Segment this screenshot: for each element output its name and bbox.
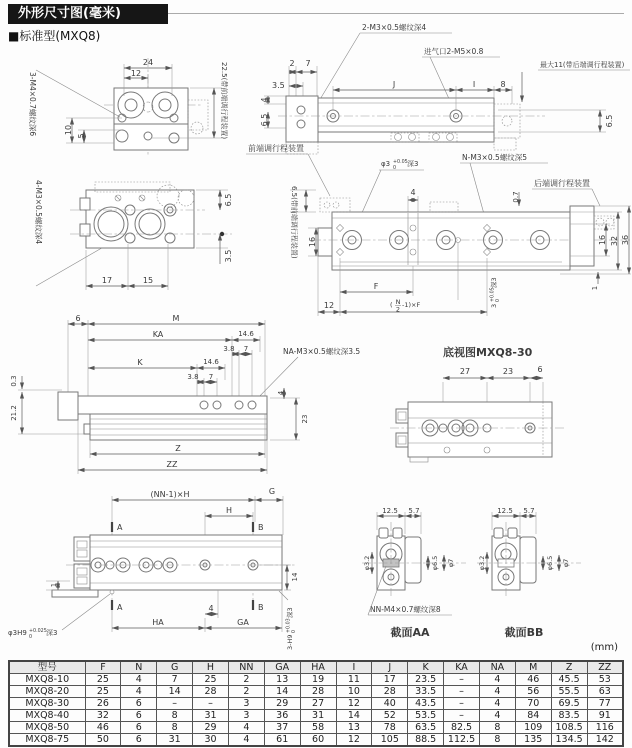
dim-label: 3.5 [272,81,285,90]
value-cell: 53.5 [408,710,444,722]
hole-depth: 深3 [46,629,58,637]
value-cell: 50 [85,734,121,747]
side-tol-sup: +0.03 [286,618,292,633]
value-cell: 61 [264,734,300,747]
value-cell: 3 [228,698,264,710]
pin-depth: 深3 [490,277,498,288]
side-depth: 深3 [286,607,294,618]
value-cell: 25 [193,674,229,686]
value-cell: 46 [85,722,121,734]
note-right: 6.5(带前端调行程装置) [290,186,298,259]
dim-label: 15 [142,276,154,285]
dim-label: φ3.2 [478,555,486,571]
value-cell: 82.5 [444,722,480,734]
value-cell: 27 [300,698,336,710]
dim-label: 1 [50,582,58,588]
hole-depth: 深3 [407,160,419,168]
value-cell: 37 [264,722,300,734]
value-cell: – [444,686,480,698]
value-cell: 25 [85,674,121,686]
thread-callout: 2-M3×0.5螺纹深4 [362,23,427,32]
dim-label: φ3.2 [363,555,371,571]
col-header: HA [300,661,336,674]
value-cell: 83.5 [551,710,587,722]
value-cell: 6 [121,710,157,722]
value-cell: 70 [515,698,551,710]
rear-adjuster-label: 后端调行程装置 [534,179,590,188]
col-header: KA [444,661,480,674]
value-cell: – [444,674,480,686]
value-cell: 46 [515,674,551,686]
value-cell: 14 [157,686,193,698]
value-cell: 8 [479,734,515,747]
value-cell: 31 [193,710,229,722]
value-cell: 31 [157,734,193,747]
value-cell: 14 [264,686,300,698]
value-cell: 69.5 [551,698,587,710]
model-cell: MXQ8-20 [9,686,85,698]
dim-label: 10 [64,124,73,136]
dim-label: 5.7 [523,507,535,515]
col-header: NN [228,661,264,674]
value-cell: 43.5 [408,698,444,710]
value-cell: 4 [121,686,157,698]
col-header: 型号 [9,661,85,674]
dimension-table-body [9,674,623,747]
dim-label: I [472,80,476,89]
dim-label: 6 [75,314,81,323]
section-aa-caption: 截面AA [390,626,430,639]
value-cell: 6 [121,734,157,747]
value-cell: 4 [479,686,515,698]
dowel-hole-callout [8,594,110,640]
section-mark-a: A [117,523,123,532]
frac-num: N [395,298,401,306]
col-header: H [193,661,229,674]
thread-callout: NN-M4×0.7螺纹深8 [370,605,441,614]
model-cell: MXQ8-50 [9,722,85,734]
drawing-bottom-view [390,345,566,462]
value-cell: 112.5 [444,734,480,747]
dim-label: 12 [130,69,142,78]
dim-label: 16 [308,236,317,248]
value-cell: 6 [121,722,157,734]
value-cell: 29 [193,722,229,734]
dim-label: 27 [459,367,471,376]
value-cell: 12 [336,698,372,710]
hole-tol-sub: 0 [393,166,397,171]
dim-label: 7 [305,59,311,68]
model-cell: MXQ8-30 [9,698,85,710]
pin-hole-callout [490,277,502,308]
hole-tol-sub: 0 [29,635,33,640]
drawing-plate-view [10,314,360,474]
dimension-table [8,660,624,747]
hole-tol-sup: +0.025 [29,629,47,634]
value-cell: 77 [587,698,623,710]
col-header: I [336,661,372,674]
value-cell: 52 [372,710,408,722]
table-row [9,722,623,734]
dim-label: 12.5 [497,507,513,515]
value-cell: 4 [479,698,515,710]
value-cell: – [444,698,480,710]
side-tol-sub: 0 [292,629,297,633]
dim-label: 12.5 [382,507,398,515]
hole-spec: φ3H9 [8,629,27,637]
dim-label: ZZ [166,460,178,469]
value-cell: 109 [515,722,551,734]
dim-label: 14.6 [238,330,254,338]
value-cell: 3 [228,710,264,722]
dim-label: HA [152,618,164,627]
dim-label: 6.5 [224,193,233,207]
dim-label: 24 [142,58,154,67]
page-title: 外形尺寸图(毫米) [18,6,121,21]
value-cell: 56 [515,686,551,698]
value-cell: 4 [479,674,515,686]
dim-label: 6.5 [605,114,614,128]
dim-label: 36 [621,234,630,246]
value-cell: 19 [300,674,336,686]
value-cell: 116 [587,722,623,734]
value-cell: 2 [228,674,264,686]
section-bb-caption: 截面BB [504,626,544,639]
unit-note: (mm) [590,642,618,653]
model-cell: MXQ8-10 [9,674,85,686]
model-cell: MXQ8-75 [9,734,85,747]
value-cell: 45.5 [551,674,587,686]
drawing-side-view-main [312,152,631,316]
bottom-view-title: 底视图MXQ8-30 [443,346,533,359]
value-cell: 91 [587,710,623,722]
value-cell: 28 [372,686,408,698]
dim-label: M [172,314,180,323]
value-cell: 36 [264,710,300,722]
col-header: GA [264,661,300,674]
table-header-row [9,661,623,674]
value-cell: 8 [479,722,515,734]
dim-label: 4 [277,390,285,396]
dim-label: 32 [610,235,619,247]
value-cell: 11 [336,674,372,686]
dim-label: 14 [291,572,299,582]
value-cell: 32 [85,710,121,722]
dim-label: K [137,358,143,367]
dim-label: (NN-1)×H [150,490,190,499]
dim-label: φ6.5 [431,555,439,571]
value-cell: 8 [157,722,193,734]
value-cell: 4 [228,722,264,734]
dim-label: φ7 [562,558,570,568]
dim-label: 6 [537,365,543,374]
side-hole-callout [286,607,298,650]
pin-tol-sub: 0 [496,298,501,302]
title-rule [168,13,624,14]
section-aa [362,507,466,639]
dim-label: KA [152,330,164,339]
drawing-top-view-2 [34,180,334,290]
dim-label: 4 [410,188,416,197]
dim-label: 2 [289,59,295,68]
dim-label: 7 [208,373,214,381]
table-row [9,686,623,698]
dim-label: 1 [591,285,599,291]
value-cell: 25 [85,686,121,698]
dim-label: 17 [101,276,113,285]
dim-label: 5.7 [408,507,420,515]
dim-label: 23 [301,414,309,424]
front-adjuster-label: 前端调行程装置 [248,144,304,153]
value-cell: 58 [300,722,336,734]
value-cell: 33.5 [408,686,444,698]
note-max: 最大11(带后端调行程装置) [540,61,625,69]
col-header: N [121,661,157,674]
value-cell: 14 [336,710,372,722]
value-cell: 108.5 [551,722,587,734]
table-row [9,698,623,710]
value-cell: 26 [85,698,121,710]
col-header: Z [551,661,587,674]
dim-label: 7 [243,345,249,353]
value-cell: 60 [300,734,336,747]
value-cell: 55.5 [551,686,587,698]
value-cell: 134.5 [551,734,587,747]
dim-label: 6.5 [260,113,269,127]
series-label: ■标准型(MXQ8) [8,29,101,43]
hole-callout: φ3 [381,160,391,168]
value-cell: 105 [372,734,408,747]
dim-label: 21.2 [10,405,18,421]
value-cell: 78 [372,722,408,734]
col-header: K [408,661,444,674]
table-row [9,734,623,747]
dim-label: 0.7 [512,191,520,203]
dim-label: φ6.5 [546,555,554,571]
col-header: NA [479,661,515,674]
side-spec: 3-H9 [286,634,294,650]
model-cell: MXQ8-40 [9,710,85,722]
value-cell: 4 [228,734,264,747]
dim-label: 4 [260,97,269,103]
value-cell: 28 [300,686,336,698]
col-header: ZZ [587,661,623,674]
value-cell: 7 [157,674,193,686]
value-cell: – [193,698,229,710]
drawing-top-view-1 [28,58,229,156]
dim-label: 23 [502,367,514,376]
value-cell: 12 [336,734,372,747]
table-row [9,710,623,722]
dim-label: H [225,506,233,515]
section-mark-b: B [258,603,264,612]
dim-label: 0.3 [10,375,18,387]
drawing-side-view-top [246,22,630,196]
pin-tol-sup: +0.05 [490,287,496,302]
value-cell: 4 [121,674,157,686]
dim-label: 3.5 [224,249,233,263]
frac-nf-label [390,298,420,314]
value-cell: 4 [479,710,515,722]
value-cell: 23.5 [408,674,444,686]
thread-callout: N-M3×0.5螺纹深5 [462,153,528,162]
value-cell: 28 [193,686,229,698]
section-mark-a: A [117,603,123,612]
dim-label: Z [175,444,181,453]
dim-label: 4 [208,604,214,613]
note-right: 22.5(带前端调行程装置) [220,62,228,140]
table-row [9,674,623,686]
value-cell: 88.5 [408,734,444,747]
thread-callout: 3-M4×0.7螺纹深6 [28,72,37,137]
value-cell: 17 [372,674,408,686]
frac-tail: -1)×F [402,301,421,309]
value-cell: – [157,698,193,710]
value-cell: 31 [300,710,336,722]
value-cell: 29 [264,698,300,710]
col-header: M [515,661,551,674]
value-cell: 30 [193,734,229,747]
col-header: J [372,661,408,674]
value-cell: 63 [587,686,623,698]
value-cell: 13 [336,722,372,734]
value-cell: – [444,710,480,722]
frac-den: 2 [395,305,401,314]
dim-label: φ7 [447,558,455,568]
section-bb [477,507,581,639]
section-mark-b: B [258,523,264,532]
value-cell: 135 [515,734,551,747]
value-cell: 10 [336,686,372,698]
dim-label: 3.8 [187,373,199,381]
frac-open: ( [390,301,393,309]
dim-label: GA [237,618,249,627]
dim-label: F [373,282,379,291]
value-cell: 6 [121,698,157,710]
value-cell: 40 [372,698,408,710]
drawing-side-view-bottom [8,487,299,650]
col-header: G [157,661,193,674]
dim-label: 14.6 [203,358,219,366]
dim-label: 12 [323,301,335,310]
page-title-bar [8,4,168,24]
value-cell: 142 [587,734,623,747]
value-cell: 63.5 [408,722,444,734]
thread-callout: NA-M3×0.5螺纹深3.5 [283,347,361,356]
port-callout: 进气口2-M5×0.8 [424,47,484,56]
value-cell: 84 [515,710,551,722]
pin-dia: 3 [490,303,498,308]
dim-label: 3.8 [223,345,235,353]
value-cell: 8 [157,710,193,722]
dim-label: 16 [598,234,607,246]
col-header: F [85,661,121,674]
dim-label: 5 [77,133,86,139]
value-cell: 53 [587,674,623,686]
value-cell: 13 [264,674,300,686]
hole-tol-sup: +0.05 [393,160,408,165]
dim-label: J [392,80,396,89]
value-cell: 2 [228,686,264,698]
thread-callout: 4-M3×0.5螺纹深4 [34,180,43,245]
dim-label: G [268,487,276,496]
dim-label: 8 [500,80,506,89]
